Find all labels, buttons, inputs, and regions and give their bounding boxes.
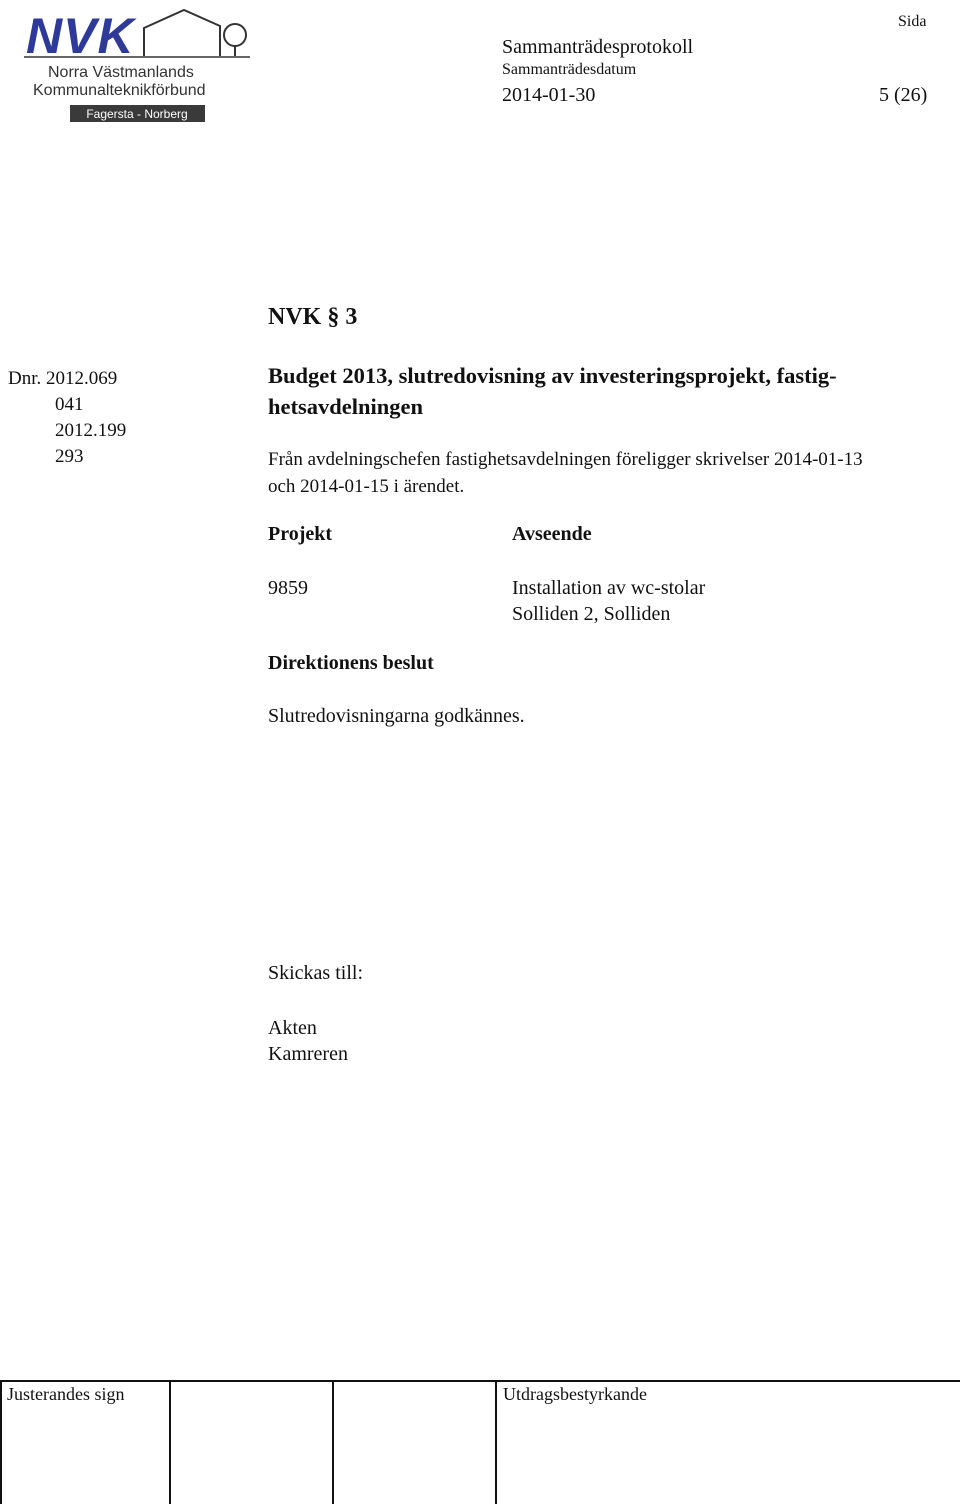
description-line: Solliden 2, Solliden (512, 603, 671, 625)
adjusters-signature-label: Justerandes sign (7, 1384, 125, 1404)
page-label: Sida (898, 13, 927, 30)
paragraph-heading: NVK § 3 (268, 304, 358, 330)
description-line: Installation av wc-stolar (512, 577, 706, 599)
signature-divider (495, 1380, 497, 1504)
page-number: 5 (26) (879, 84, 928, 106)
intro-text (268, 446, 863, 500)
logo-graphic (24, 2, 254, 124)
dnr-line: Dnr. 2012.069 (8, 368, 118, 389)
recipient: Akten (268, 1017, 317, 1039)
table-cell-project: 9859 (268, 577, 308, 599)
signature-divider (169, 1380, 171, 1504)
recipient: Kamreren (268, 1043, 348, 1065)
sent-to-label: Skickas till: (268, 962, 363, 984)
document-type: Sammanträdesprotokoll (502, 36, 694, 58)
item-title-line: hetsavdelningen (268, 394, 424, 419)
intro-line: och 2014-01-15 i ärendet. (268, 476, 465, 497)
meeting-date-label: Sammanträdesdatum (502, 61, 637, 78)
logo-house-outline (144, 10, 220, 56)
meeting-date: 2014-01-30 (502, 84, 596, 106)
logo-line1: Norra Västmanlands (48, 64, 194, 81)
recipient-list (268, 1015, 348, 1067)
extract-certification-label: Utdragsbestyrkande (503, 1384, 647, 1404)
decision-text: Slutredovisningarna godkännes. (268, 705, 525, 727)
dnr-block (8, 366, 126, 470)
intro-line: Från avdelningschefen fastighetsavdelningen föreligger skrivelser 2014-01-13 (268, 449, 863, 470)
dnr-line: 2012.199 (55, 420, 127, 441)
logo-tree-crown (224, 24, 246, 46)
item-title-line: Budget 2013, slutredovisning av investeringsprojekt, fastig- (268, 363, 837, 388)
nvk-logo (24, 2, 254, 124)
signature-table (0, 1380, 960, 1504)
dnr-line: 041 (55, 394, 84, 415)
logo-band-text: Fagersta - Norberg (86, 107, 188, 121)
signature-divider (332, 1380, 334, 1504)
table-cell-description (512, 575, 705, 627)
dnr-line: 293 (55, 446, 84, 467)
decision-heading: Direktionens beslut (268, 652, 434, 674)
item-title (268, 360, 837, 422)
col-header-project: Projekt (268, 523, 333, 545)
col-header-regarding: Avseende (512, 523, 592, 545)
logo-line2: Kommunalteknikförbund (33, 82, 206, 99)
logo-abbr: NVK (26, 8, 135, 64)
signature-divider (0, 1380, 2, 1504)
signature-table-top-border (0, 1380, 960, 1382)
